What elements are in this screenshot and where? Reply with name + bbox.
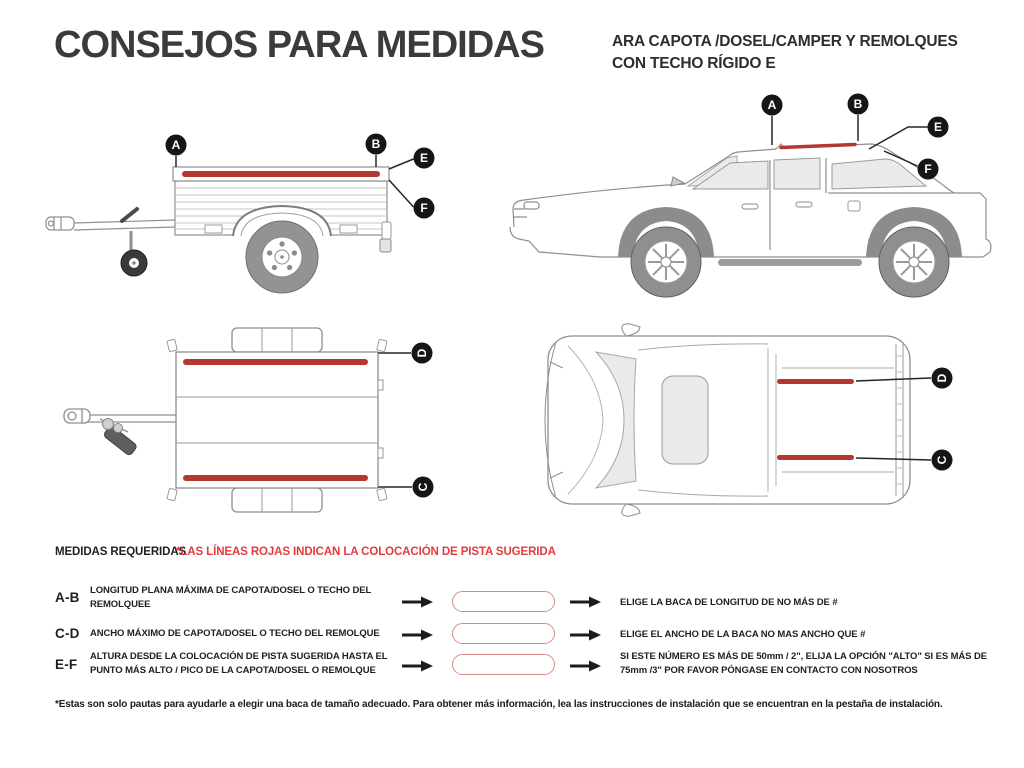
bottom-fender — [232, 488, 322, 512]
marker-d: D — [415, 348, 430, 358]
arrow-right-icon — [570, 596, 601, 608]
suggested-track-line — [183, 475, 368, 481]
row-instruction-cd: ELIGE EL ANCHO DE LA BACA NO MAS ANCHO QUE # — [620, 629, 866, 640]
suggested-track-line — [781, 145, 855, 148]
rear-wheel — [879, 227, 949, 297]
subtitle-line-2: CON TECHO RÍGIDO E — [612, 55, 776, 73]
arrow-right-icon — [402, 629, 433, 641]
trailer-wheel — [246, 221, 318, 293]
measurements-heading: MEDIDAS REQUERIDAS — [55, 546, 187, 558]
trailer-side-view-diagram — [30, 110, 450, 310]
row-description-ab: LONGITUD PLANA MÁXIMA DE CAPOTA/DOSEL O TECHO DEL REMOLQUEE — [90, 585, 371, 610]
suggested-track-line — [183, 359, 368, 365]
arrow-right-icon — [570, 660, 601, 672]
side-mirror-top — [622, 324, 640, 336]
row-instruction-ef: SI ESTE NÚMERO ES MÁS DE 50mm / 2", ELIJA LA OPCIÓN "ALTO" SI ES MÁS DE 75mm /3" POR FAVOR PÓNGASE EN CONTACTO CON NOSOTROS — [620, 651, 987, 676]
row-instruction-ab: ELIGE LA BACA DE LONGITUD DE NO MÁS DE # — [620, 597, 838, 608]
marker-badges — [932, 368, 953, 471]
marker-leader-lines — [378, 353, 412, 487]
marker-d: D — [935, 373, 950, 383]
page-subtitle — [612, 31, 958, 76]
row-description-cd: ANCHO MÁXIMO DE CAPOTA/DOSEL O TECHO DEL REMOLQUE — [90, 628, 380, 639]
marker-a: A — [767, 98, 777, 113]
marker-c: C — [935, 455, 950, 465]
arrow-right-icon — [570, 629, 601, 641]
marker-leader-lines — [772, 115, 928, 166]
marker-b: B — [371, 137, 381, 152]
arrow-right-icon — [402, 660, 433, 672]
sunroof — [662, 376, 708, 464]
red-lines-note: *LAS LÍNEAS ROJAS INDICAN LA COLOCACIÓN DE PISTA SUGERIDA — [176, 546, 556, 558]
measurement-field-ef[interactable] — [452, 654, 555, 675]
truck-top-view-diagram — [490, 320, 960, 520]
front-wheel — [631, 227, 701, 297]
marker-e: E — [419, 151, 429, 166]
footnote: *Estas son solo pautas para ayudarle a elegir una baca de tamaño adecuado. Para obtener más información, lea las instrucciones de instalación que se encuentran en la pestaña de instalación. — [55, 699, 943, 710]
marker-badges — [412, 343, 434, 498]
measurement-field-cd[interactable] — [452, 623, 555, 644]
truck-side-view-diagram — [480, 90, 1020, 310]
handbrake-lever — [122, 209, 137, 221]
row-label-ab: A-B — [55, 590, 80, 605]
arrow-right-icon — [402, 596, 433, 608]
suggested-track-line — [182, 171, 380, 177]
side-mirror-bottom — [622, 504, 640, 516]
row-label-ef: E-F — [55, 657, 78, 672]
running-board — [718, 259, 862, 266]
trailer-top-view-diagram — [30, 320, 460, 520]
measurement-field-ab[interactable] — [452, 591, 555, 612]
marker-b: B — [853, 97, 863, 112]
suggested-track-line — [777, 455, 854, 460]
row-description-ef: ALTURA DESDE LA COLOCACIÓN DE PISTA SUGERIDA HASTA EL PUNTO MÁS ALTO / PICO DE LA CAPOTA/DOSEL O REMOLQUE — [90, 651, 388, 676]
subtitle-line-1: ARA CAPOTA /DOSEL/CAMPER Y REMOLQUES — [612, 33, 958, 50]
marker-f: F — [924, 162, 932, 177]
trailer-bed — [176, 352, 378, 488]
marker-f: F — [420, 201, 428, 216]
marker-e: E — [933, 120, 943, 135]
marker-a: A — [171, 138, 181, 153]
truck-body — [548, 336, 910, 504]
marker-c: C — [416, 482, 431, 492]
top-fender — [232, 328, 322, 352]
page-title: CONSEJOS PARA MEDIDAS — [54, 24, 544, 66]
row-label-cd: C-D — [55, 626, 80, 641]
suggested-track-line — [777, 379, 854, 384]
